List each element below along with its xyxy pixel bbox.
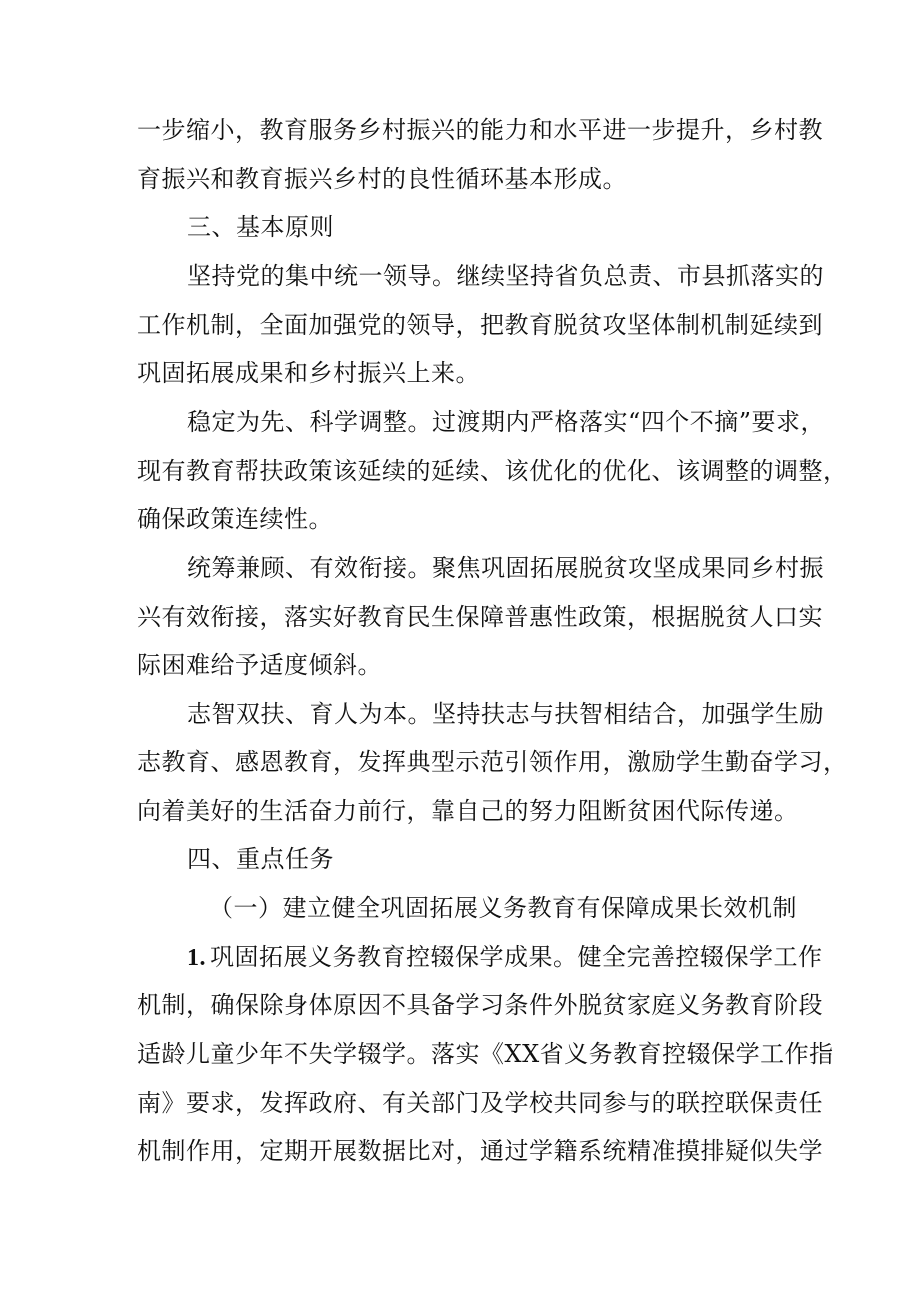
paragraph-line: 志教育、感恩教育，发挥典型示范引领作用，激励学生勤奋学习， xyxy=(137,748,848,776)
paragraph-line: 现有教育帮扶政策该延续的延续、该优化的优化、该调整的调整， xyxy=(137,457,848,485)
subsection-heading: （一）建立健全巩固拓展义务教育有保障成果长效机制 xyxy=(209,894,797,922)
paragraph-line: 一步缩小，教育服务乡村振兴的能力和水平进一步提升，乡村教 xyxy=(137,116,823,144)
paragraph-line: 育振兴和教育振兴乡村的良性循环基本形成。 xyxy=(137,165,627,193)
paragraph-line: 坚持党的集中统一领导。继续坚持省负总责、市县抓落实的 xyxy=(187,262,824,290)
paragraph-line: 机制作用，定期开展数据比对，通过学籍系统精准摸排疑似失学 xyxy=(137,1137,823,1165)
paragraph-line: 际困难给予适度倾斜。 xyxy=(137,651,382,679)
paragraph-line: 志智双扶、育人为本。坚持扶志与扶智相结合，加强学生励 xyxy=(187,700,824,728)
paragraph-line: 向着美好的生活奋力前行，靠自己的努力阻断贫困代际传递。 xyxy=(137,797,799,825)
paragraph-line: 兴有效衔接，落实好教育民生保障普惠性政策，根据脱贫人口实 xyxy=(137,603,823,631)
paragraph-line: 统筹兼顾、有效衔接。聚焦巩固拓展脱贫攻坚成果同乡村振 xyxy=(187,554,824,582)
section-heading: 四、重点任务 xyxy=(187,845,334,873)
numbered-item xyxy=(187,941,823,974)
section-heading: 三、基本原则 xyxy=(187,213,334,241)
paragraph-line: 稳定为先、科学调整。过渡期内严格落实“四个不摘”要求， xyxy=(187,408,826,436)
paragraph-line: 巩固拓展义务教育控辍保学成果。健全完善控辍保学工作 xyxy=(210,943,823,971)
item-number: 1. xyxy=(187,945,206,971)
paragraph-line: 机制，确保除身体原因不具备学习条件外脱贫家庭义务教育阶段 xyxy=(137,991,823,1019)
paragraph-line: 确保政策连续性。 xyxy=(137,505,333,533)
paragraph-line: 工作机制，全面加强党的领导，把教育脱贫攻坚体制机制延续到 xyxy=(137,311,823,339)
paragraph-line: 南》要求，发挥政府、有关部门及学校共同参与的联控联保责任 xyxy=(137,1089,823,1117)
paragraph-line: 巩固拓展成果和乡村振兴上来。 xyxy=(137,359,480,387)
paragraph-line: 适龄儿童少年不失学辍学。落实《XX省义务教育控辍保学工作指 xyxy=(137,1040,834,1068)
